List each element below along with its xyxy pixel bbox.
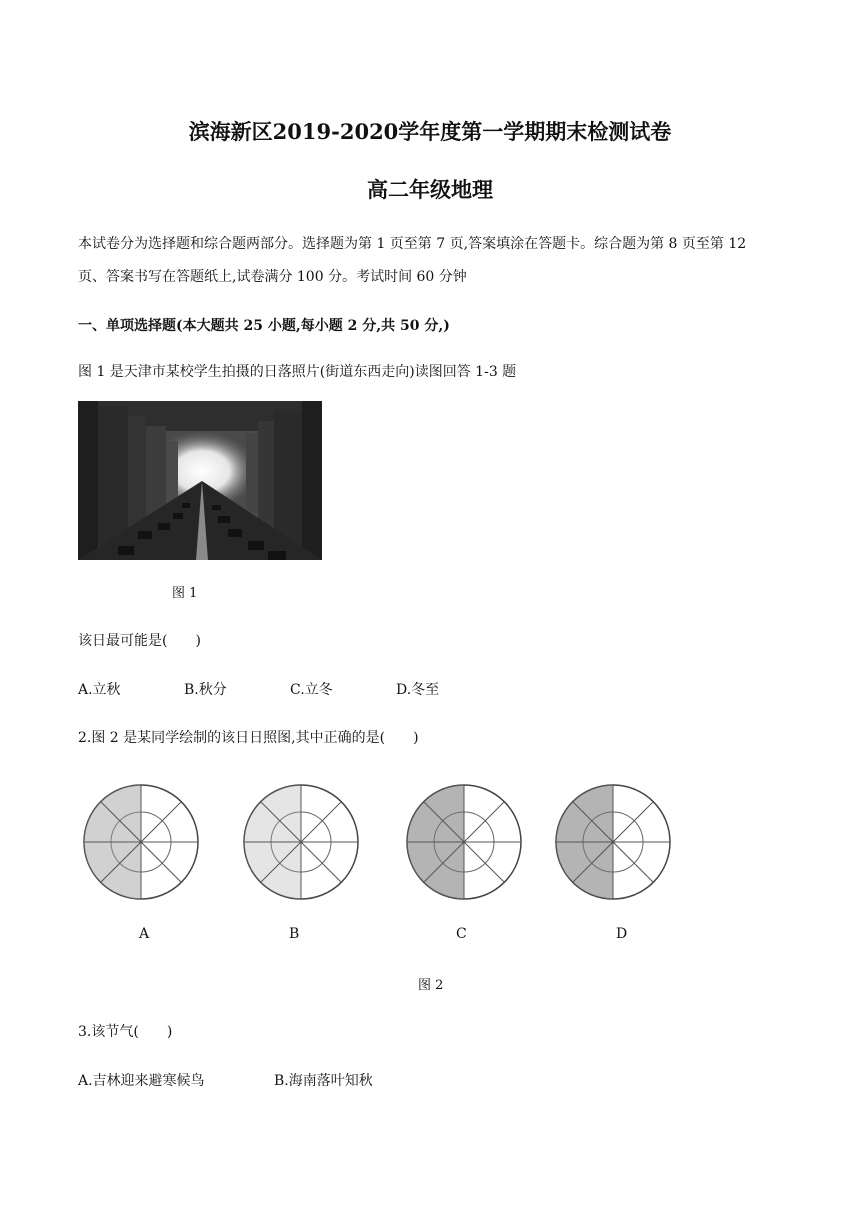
q1-option-b: B.秋分 bbox=[184, 682, 227, 698]
figure-2-caption: 图 2 bbox=[418, 978, 444, 993]
q1-option-d: D.冬至 bbox=[396, 682, 440, 698]
diagram-label-c: C bbox=[456, 926, 467, 942]
exam-title: 滨海新区2019-2020学年度第一学期期末检测试卷 bbox=[188, 119, 672, 144]
sunset-street-photo bbox=[78, 401, 322, 560]
question-1-stem: 该日最可能是( ) bbox=[78, 633, 201, 649]
intro-line-2: 页、答案书写在答题纸上,试卷满分 100 分。考试时间 60 分钟 bbox=[78, 269, 467, 285]
exam-subtitle: 高二年级地理 bbox=[367, 177, 493, 202]
question-2-stem: 2.图 2 是某同学绘制的该日日照图,其中正确的是( ) bbox=[78, 730, 419, 746]
figure-1-caption: 图 1 bbox=[172, 586, 198, 601]
diagram-label-a: A bbox=[139, 926, 150, 942]
question-3-stem: 3.该节气( ) bbox=[78, 1024, 173, 1040]
sunlight-diagram-b bbox=[236, 778, 366, 906]
section-intro: 图 1 是天津市某校学生拍摄的日落照片(街道东西走向)读图回答 1-3 题 bbox=[78, 364, 517, 380]
sunlight-diagram-d bbox=[548, 778, 678, 906]
q1-option-a: A.立秋 bbox=[78, 682, 121, 698]
sunlight-diagram-c bbox=[394, 778, 534, 906]
diagram-label-b: B bbox=[289, 926, 300, 942]
q3-option-b: B.海南落叶知秋 bbox=[274, 1073, 373, 1089]
intro-line-1: 本试卷分为选择题和综合题两部分。选择题为第 1 页至第 7 页,答案填涂在答题卡。综合题为第 8 页至第 12 bbox=[78, 236, 747, 252]
q3-option-a: A.吉林迎来避寒候鸟 bbox=[78, 1073, 205, 1089]
sunlight-diagram-a bbox=[76, 778, 206, 906]
q1-option-c: C.立冬 bbox=[290, 682, 333, 698]
diagram-label-d: D bbox=[616, 926, 628, 942]
section-heading: 一、单项选择题(本大题共 25 小题,每小题 2 分,共 50 分,) bbox=[78, 318, 450, 334]
